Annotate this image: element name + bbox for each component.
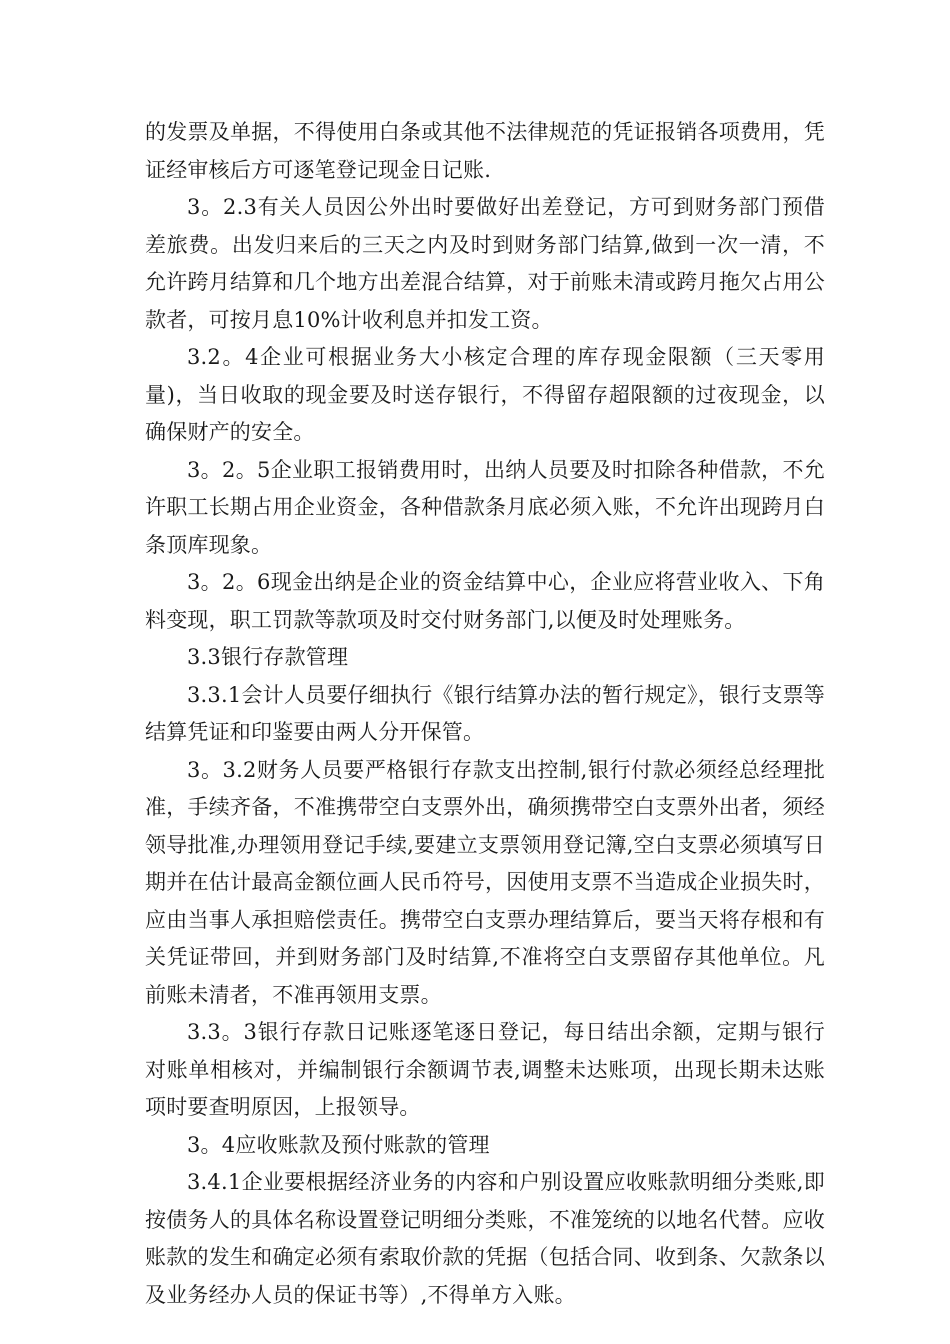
document-body [145,114,825,1314]
paragraph-3-2-3: 3。2.3有关人员因公外出时要做好出差登记，方可到财务部门预借差旅费。出发归来后的三天之内及时到财务部门结算,做到一次一清，不允许跨月结算和几个地方出差混合结算，对于前账未清或跨月拖欠占用公款者，可按月息10%计收利息并扣发工资。 [145,195,825,332]
section-heading-3-3: 3.3银行存款管理 [187,645,349,669]
section-heading-3-4: 3。4应收账款及预付账款的管理 [187,1132,490,1157]
paragraph-3-2-5: 3。2。5企业职工报销费用时，出纳人员要及时扣除各种借款，不允许职工长期占用企业资金，各种借款条月底必须入账，不允许出现跨月白条顶库现象。 [145,457,825,557]
paragraph-3-2-6: 3。2。6现金出纳是企业的资金结算中心，企业应将营业收入、下角料变现，职工罚款等款项及时交付财务部门,以便及时处理账务。 [145,570,825,632]
paragraph-continuation: 的发票及单据，不得使用白条或其他不法律规范的凭证报销各项费用，凭证经审核后方可逐笔登记现金日记账. [145,120,825,182]
paragraph-3-2-4: 3.2。4企业可根据业务大小核定合理的库存现金限额（三天零用量)，当日收取的现金要及时送存银行，不得留存超限额的过夜现金，以确保财产的安全。 [145,345,825,444]
paragraph-3-3-3: 3.3。3银行存款日记账逐笔逐日登记，每日结出余额，定期与银行对账单相核对，并编制银行余额调节表,调整未达账项，出现长期未达账项时要查明原因，上报领导。 [145,1020,825,1119]
paragraph-3-3-1: 3.3.1会计人员要仔细执行《银行结算办法的暂行规定》，银行支票等结算凭证和印鉴要由两人分开保管。 [145,682,825,744]
paragraph-3-3-2: 3。3.2财务人员要严格银行存款支出控制,银行付款必须经总经理批准，手续齐备，不准携带空白支票外出，确须携带空白支票外出者，须经领导批准,办理领用登记手续,要建立支票领用登记簿,空白支票必须填写日期并在估计最高金额位画人民币符号，因使用支票不当造成企业损失时，应由当事人承担赔偿责任。携带空白支票办理结算后，要当天将存根和有关凭证带回，并到财务部门及时结算,不准将空白支票留存其他单位。凡前账未清者，不准再领用支票。 [145,757,825,1007]
paragraph-3-4-1: 3.4.1企业要根据经济业务的内容和户别设置应收账款明细分类账,即按债务人的具体名称设置登记明细分类账，不准笼统的以地名代替。应收账款的发生和确定必须有索取价款的凭据（包括合同、收到条、欠款条以及业务经办人员的保证书等）,不得单方入账。 [145,1170,825,1307]
